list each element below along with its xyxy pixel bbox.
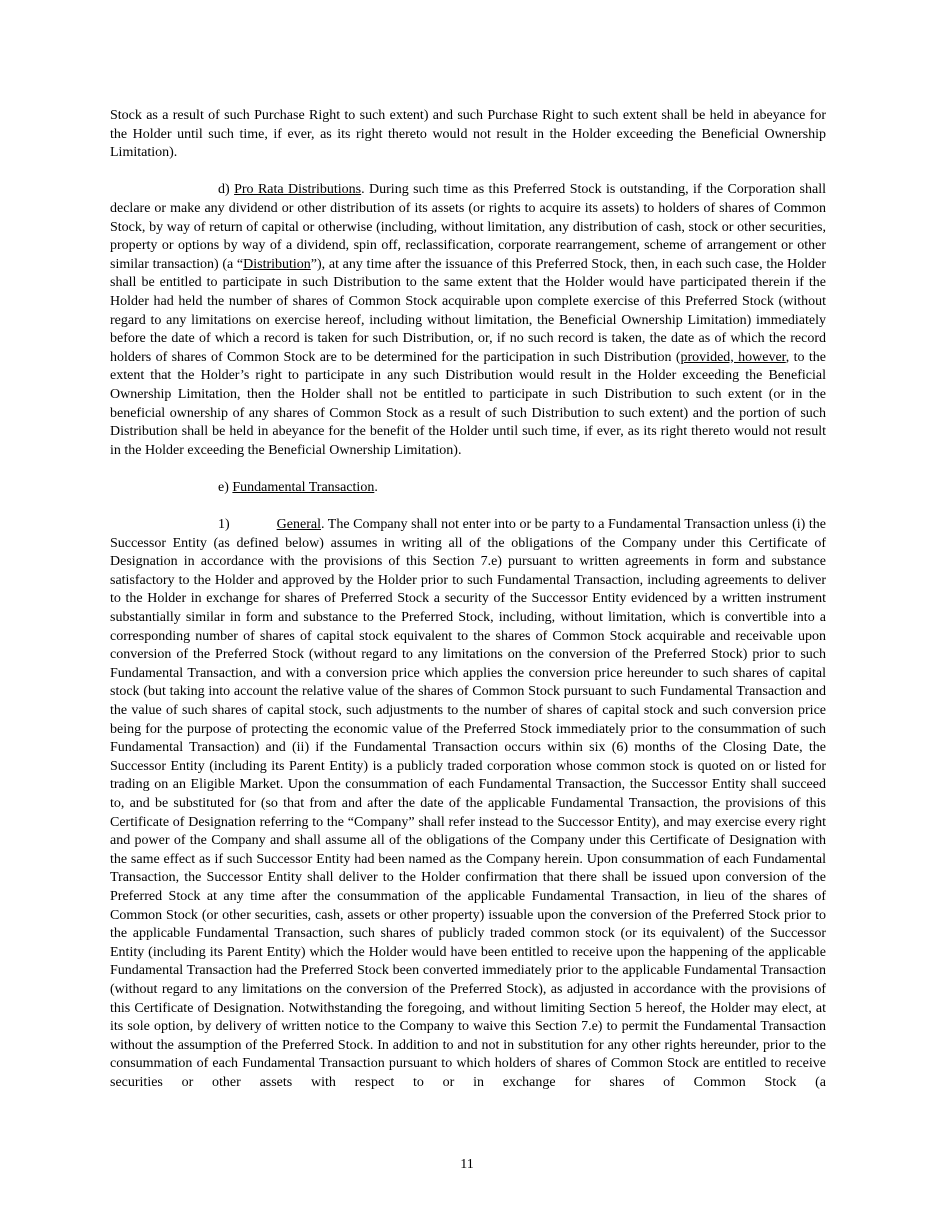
page-body [110, 107, 826, 1092]
paragraph-fundamental-transaction-heading [110, 479, 826, 498]
paragraph-text: . The Company shall not enter into or be party to a Fundamental Transaction unless (i) the Successor Entity (as defined below) assumes in writing all of the obligations of the Company under this Certificate of Designation in accordance with the provisions of this Section 7.e) pursuant to written agreements in form and substance satisfactory to the Holder and approved by the Holder prior to such Fundamental Transaction, including agreements to deliver to the Holder in exchange for shares of Preferred Stock a security of the Successor Entity evidenced by a written instrument substantially similar in form and substance to the Preferred Stock, including, without limitation, which is convertible into a corresponding number of shares of capital stock equivalent to the shares of Common Stock acquirable and receivable upon conversion of the Preferred Stock (without regard to any limitations on the conversion of the Preferred Stock) prior to such Fundamental Transaction, and with a conversion price which applies the conversion price hereunder to such shares of capital stock (but taking into account the relative value of the shares of Common Stock pursuant to such Fundamental Transaction and the value of such shares of capital stock, such adjustments to the number of shares of capital stock and such conversion price being for the purpose of protecting the economic value of the Preferred Stock immediately prior to the consummation of such Fundamental Transaction) and (ii) if the Fundamental Transaction occurs within six (6) months of the Closing Date, the Successor Entity (including its Parent Entity) is a publicly traded corporation whose common stock is quoted on or listed for trading on an Eligible Market. Upon the consummation of each Fundamental Transaction, the Successor Entity shall succeed to, and be substituted for (so that from and after the date of the applicable Fundamental Transaction, the provisions of this Certificate of Designation referring to the “Company” shall refer instead to the Successor Entity), and may exercise every right and power of the Company and shall assume all of the obligations of the Company under this Certificate of Designation with the same effect as if such Successor Entity had been named as the Company herein. Upon consummation of each Fundamental Transaction, the Successor Entity shall deliver to the Holder confirmation that there shall be issued upon conversion of the Preferred Stock at any time after the consummation of the applicable Fundamental Transaction, in lieu of the shares of Common Stock (or other securities, cash, assets or other property) issuable upon the conversion of the Preferred Stock prior to the applicable Fundamental Transaction, such shares of publicly traded common stock (or its equivalent) of the Successor Entity (including its Parent Entity) which the Holder would have been entitled to receive upon the happening of the applicable Fundamental Transaction had the Preferred Stock been converted immediately prior to the applicable Fundamental Transaction (without regard to any limitations on the conversion of the Preferred Stock), as adjusted in accordance with the provisions of this Certificate of Designation. Notwithstanding the foregoing, and without limiting Section 5 hereof, the Holder may elect, at its sole option, by delivery of written notice to the Company to waive this Section 7.e) to permit the Fundamental Transaction without the assumption of the Preferred Stock. In addition to and not in substitution for any other rights hereunder, prior to the consummation of each Fundamental Transaction pursuant to which holders of shares of Common Stock are entitled to receive securities or other assets with respect to or in exchange for shares of Common Stock (a [110, 517, 826, 1090]
section-heading: Pro Rata Distributions [234, 182, 362, 198]
section-heading: General [276, 517, 321, 533]
clause-letter: e) [218, 479, 233, 495]
proviso-term: provided, however [680, 349, 786, 365]
paragraph-text: . [374, 479, 378, 495]
paragraph-continuation [110, 107, 826, 163]
section-heading: Fundamental Transaction [232, 479, 375, 495]
paragraph-text: ”), at any time after the issuance of this Preferred Stock, then, in each such case, the Holder shall be entitled to participate in such Distribution to the same extent that the Holder would have participated therein if the Holder had held the number of shares of Common Stock acquirable upon complete exercise of this Preferred Stock (without regard to any limitations on exercise hereof, including without limitation, the Beneficial Ownership Limitation) immediately before the date of which a record is taken for such Distribution, or, if no such record is taken, the date as of which the record holders of shares of Common Stock are to be determined for the participation in such Distribution ( [110, 256, 826, 365]
paragraph-general [110, 516, 826, 1092]
paragraph-pro-rata-distributions [110, 181, 826, 460]
paragraph-text: Stock as a result of such Purchase Right to such extent) and such Purchase Right to such extent shall be held in abeyance for the Holder until such time, if ever, as its right thereto would not result in the Holder exceeding the Beneficial Ownership Limitation). [110, 108, 826, 161]
defined-term: Distribution [243, 256, 311, 272]
clause-number: 1) [218, 517, 230, 533]
page-number: 11 [460, 1157, 474, 1172]
paragraph-text: . During such time as this Preferred Stock is outstanding, if the Corporation shall declare or make any dividend or other distribution of its assets (or rights to acquire its assets) to holders of shares of Common Stock, by way of return of capital or otherwise (including, without limitation, any distribution of cash, stock or other securities, property or options by way of a dividend, spin off, reclassification, corporate rearrangement, scheme of arrangement or other similar transaction) (a “ [110, 182, 826, 272]
paragraph-text: , to the extent that the Holder’s right to participate in any such Distribution would result in the Holder exceeding the Beneficial Ownership Limitation, then the Holder shall not be entitled to participate in such Distribution to such extent (or in the beneficial ownership of any shares of Common Stock as a result of such Distribution to such extent) and the portion of such Distribution shall be held in abeyance for the benefit of the Holder until such time, if ever, as its right thereto would not result in the Holder exceeding the Beneficial Ownership Limitation). [110, 349, 826, 458]
page-footer [0, 1156, 934, 1175]
clause-letter: d) [218, 182, 235, 198]
